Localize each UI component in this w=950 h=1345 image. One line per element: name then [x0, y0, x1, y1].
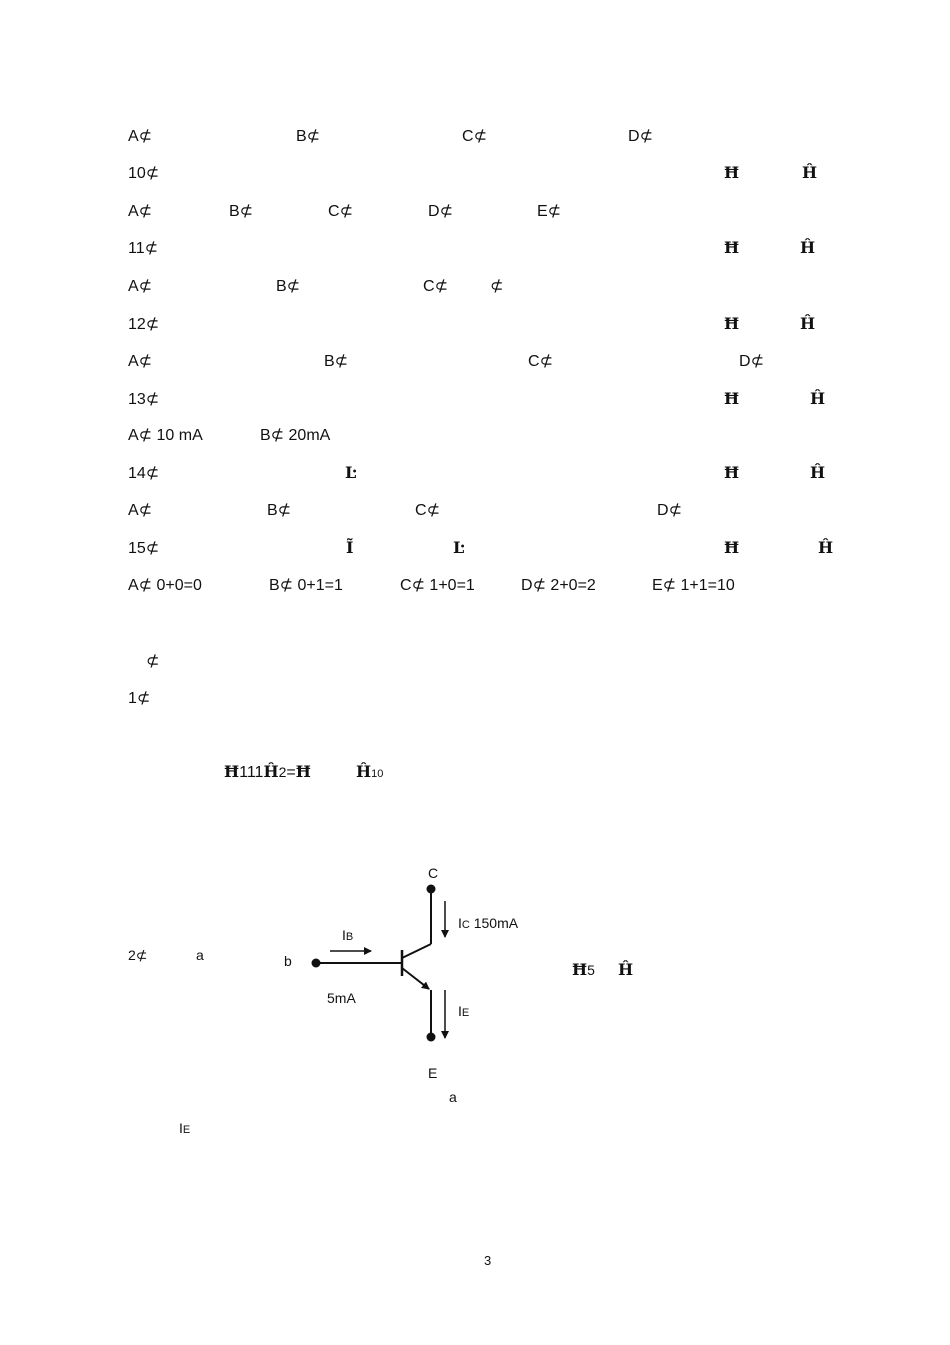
s2-q1-number: 1⊄ — [128, 690, 151, 707]
label-ie: IE — [458, 1003, 470, 1019]
q9-option-d: D⊄ — [628, 128, 653, 145]
s2-q1-expression: Ħ111Ĥ2=Ħ — [224, 762, 311, 781]
q12-option-d: D⊄ — [739, 353, 764, 370]
label-ib: IB — [342, 927, 354, 943]
q14-bracket-open: Ħ — [724, 463, 740, 482]
q14-option-c: C⊄ — [415, 502, 440, 519]
q11-bracket-close: Ĥ — [800, 238, 816, 257]
q11-option-b: B⊄ — [276, 278, 301, 295]
q15-option-a: A⊄ 0+0=0 — [128, 577, 202, 594]
page-number: 3 — [484, 1253, 492, 1268]
q12-bracket-close: Ĥ — [800, 314, 816, 333]
q10-option-b: B⊄ — [229, 203, 254, 220]
q10-bracket-open: Ħ — [724, 163, 740, 182]
q11-option-c: C⊄ — [423, 278, 448, 295]
s2-q1-result-bracket: Ĥ10 — [356, 762, 384, 781]
q15-option-b: B⊄ 0+1=1 — [269, 577, 343, 594]
figure-caption: a — [449, 1089, 457, 1105]
s2-q2-number: 2⊄ — [128, 947, 148, 963]
q12-bracket-open: Ħ — [724, 314, 740, 333]
q14-bracket-close: Ĥ — [810, 463, 826, 482]
q12-number: 12⊄ — [128, 316, 160, 333]
q10-option-d: D⊄ — [428, 203, 453, 220]
q13-number: 13⊄ — [128, 391, 160, 408]
q10-bracket-close: Ĥ — [802, 163, 818, 182]
q14-number: 14⊄ — [128, 465, 160, 482]
q13-option-a: A⊄ 10 mA — [128, 427, 203, 444]
q14-option-b: B⊄ — [267, 502, 292, 519]
q14-l-glyph: Ŀ — [345, 463, 357, 482]
q9-option-a: A⊄ — [128, 128, 153, 145]
q15-option-e: E⊄ 1+1=10 — [652, 577, 735, 594]
q10-option-e: E⊄ — [537, 203, 562, 220]
q15-i-glyph: Ĩ — [346, 538, 354, 557]
q15-option-d: D⊄ 2+0=2 — [521, 577, 596, 594]
label-ic: IC 150mA — [458, 915, 519, 931]
terminal-b — [312, 959, 321, 968]
label-ib-value: 5mA — [327, 990, 356, 1006]
q10-number: 10⊄ — [128, 165, 160, 182]
q12-option-a: A⊄ — [128, 353, 153, 370]
q12-option-c: C⊄ — [528, 353, 553, 370]
s2-q2-score: Ħ5 — [572, 960, 595, 979]
terminal-c — [427, 885, 436, 894]
q13-bracket-close: Ĥ — [810, 389, 826, 408]
emitter-diagonal — [402, 968, 429, 989]
s2-q2-ie: IE — [179, 1120, 191, 1136]
section-separator: ⊄ — [146, 653, 160, 670]
q9-option-b: B⊄ — [296, 128, 321, 145]
s2-q2-bracket-close: Ĥ — [618, 960, 634, 979]
q15-option-c: C⊄ 1+0=1 — [400, 577, 475, 594]
q11-separator: ⊄ — [490, 278, 504, 295]
q15-l-glyph: Ŀ — [453, 538, 465, 557]
q14-option-a: A⊄ — [128, 502, 153, 519]
label-c: C — [428, 865, 439, 881]
terminal-e — [427, 1033, 436, 1042]
q14-option-d: D⊄ — [657, 502, 682, 519]
q15-number: 15⊄ — [128, 540, 160, 557]
s2-q2-label-a: a — [196, 947, 204, 963]
q11-bracket-open: Ħ — [724, 238, 740, 257]
label-e: E — [428, 1065, 438, 1081]
q10-option-a: A⊄ — [128, 203, 153, 220]
q13-bracket-open: Ħ — [724, 389, 740, 408]
q11-option-a: A⊄ — [128, 278, 153, 295]
label-b: b — [284, 953, 292, 969]
collector-diagonal — [402, 944, 431, 958]
q15-bracket-close: Ĥ — [818, 538, 834, 557]
q11-number: 11⊄ — [128, 240, 159, 257]
q12-option-b: B⊄ — [324, 353, 349, 370]
q9-option-c: C⊄ — [462, 128, 487, 145]
q15-bracket-open: Ħ — [724, 538, 740, 557]
q13-option-b: B⊄ 20mA — [260, 427, 331, 444]
q10-option-c: C⊄ — [328, 203, 353, 220]
